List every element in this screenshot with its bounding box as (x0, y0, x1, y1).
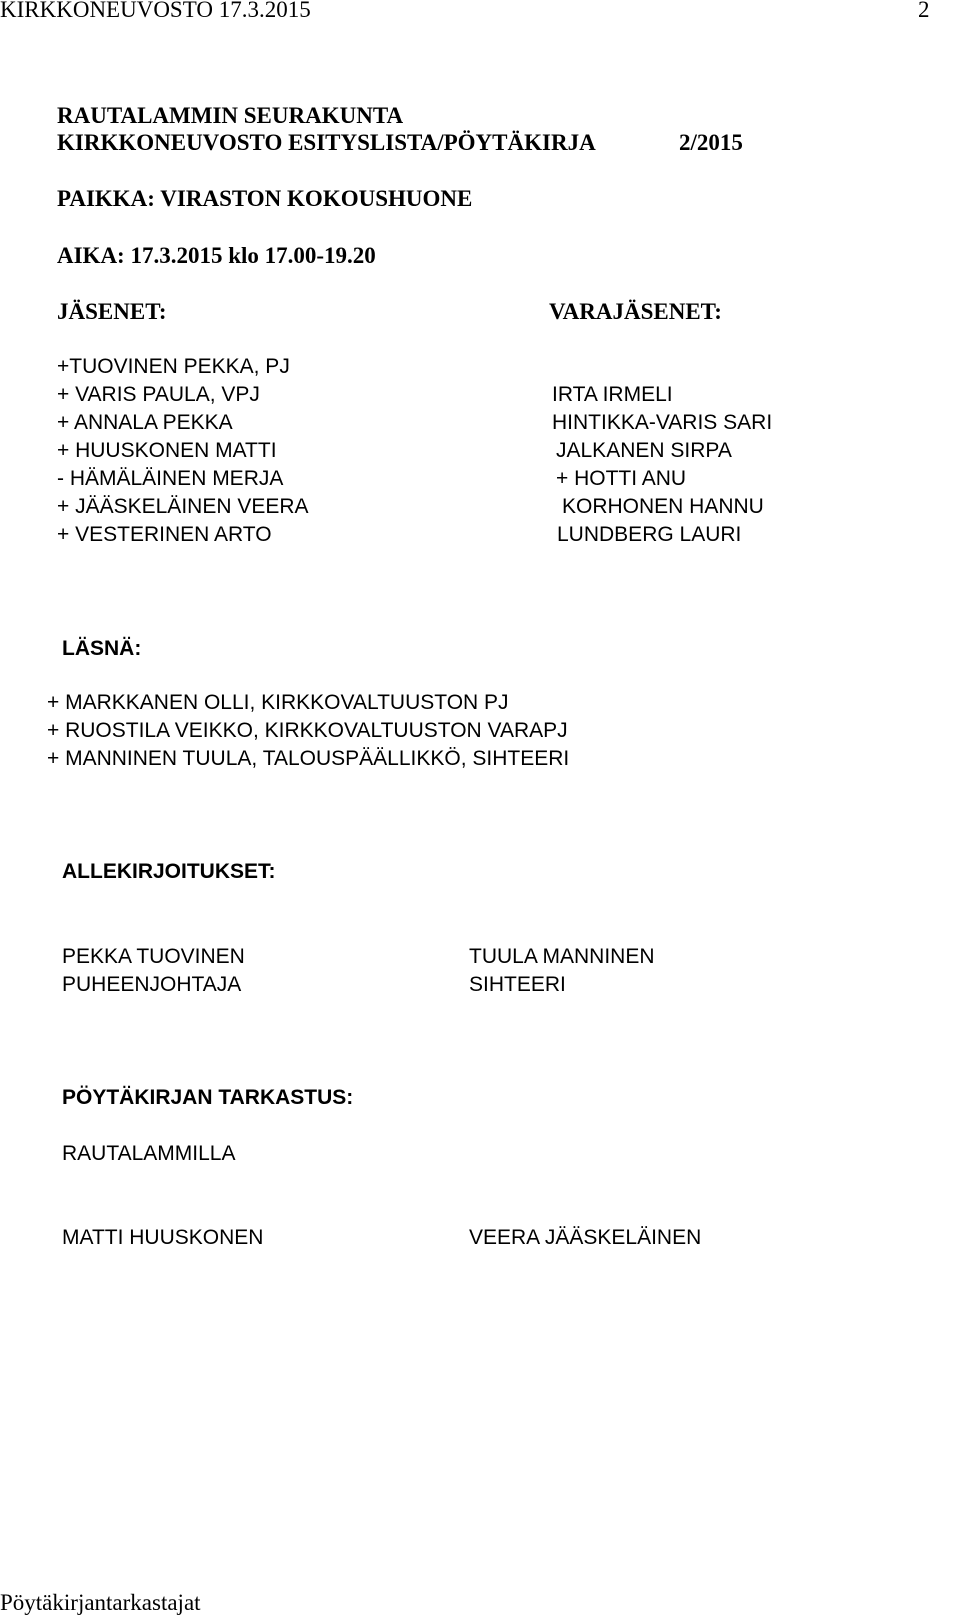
document-type: KIRKKONEUVOSTO ESITYSLISTA/PÖYTÄKIRJA (57, 130, 596, 155)
reviewer-name: VEERA JÄÄSKELÄINEN (469, 1226, 702, 1249)
signer-name: TUULA MANNINEN (469, 945, 655, 968)
deputy-item: IRTA IRMELI (552, 383, 673, 406)
document-number: 2/2015 (679, 130, 743, 155)
present-item: + RUOSTILA VEIKKO, KIRKKOVALTUUSTON VARAPJ (47, 719, 568, 742)
review-heading: PÖYTÄKIRJAN TARKASTUS: (62, 1086, 354, 1109)
member-item: + VARIS PAULA, VPJ (57, 383, 260, 406)
deputy-item: KORHONEN HANNU (562, 495, 764, 518)
deputy-item: LUNDBERG LAURI (557, 523, 742, 546)
member-item: - HÄMÄLÄINEN MERJA (57, 467, 284, 490)
reviewer-name: MATTI HUUSKONEN (62, 1226, 264, 1249)
present-heading: LÄSNÄ: (62, 637, 142, 660)
members-heading: JÄSENET: (57, 299, 167, 324)
header-title: KIRKKONEUVOSTO 17.3.2015 (0, 0, 311, 22)
member-item: + ANNALA PEKKA (57, 411, 233, 434)
review-place: RAUTALAMMILLA (62, 1142, 236, 1165)
footer-label: Pöytäkirjantarkastajat (0, 1590, 201, 1615)
signer-role: PUHEENJOHTAJA (62, 973, 242, 996)
meeting-time: AIKA: 17.3.2015 klo 17.00-19.20 (57, 243, 376, 268)
deputy-item: HINTIKKA-VARIS SARI (552, 411, 773, 434)
deputies-heading: VARAJÄSENET: (549, 299, 722, 324)
present-item: + MARKKANEN OLLI, KIRKKOVALTUUSTON PJ (47, 691, 509, 714)
member-item: + HUUSKONEN MATTI (57, 439, 277, 462)
deputy-item: + HOTTI ANU (556, 467, 687, 490)
member-item: +TUOVINEN PEKKA, PJ (57, 355, 290, 378)
meeting-place: PAIKKA: VIRASTON KOKOUSHUONE (57, 186, 473, 211)
signatures-heading: ALLEKIRJOITUKSET: (62, 860, 276, 883)
signer-name: PEKKA TUOVINEN (62, 945, 245, 968)
deputy-item: JALKANEN SIRPA (556, 439, 732, 462)
member-item: + VESTERINEN ARTO (57, 523, 272, 546)
present-item: + MANNINEN TUULA, TALOUSPÄÄLLIKKÖ, SIHTEERI (47, 747, 570, 770)
signer-role: SIHTEERI (469, 973, 566, 996)
member-item: + JÄÄSKELÄINEN VEERA (57, 495, 309, 518)
parish-name: RAUTALAMMIN SEURAKUNTA (57, 103, 404, 128)
page-number: 2 (918, 0, 930, 22)
